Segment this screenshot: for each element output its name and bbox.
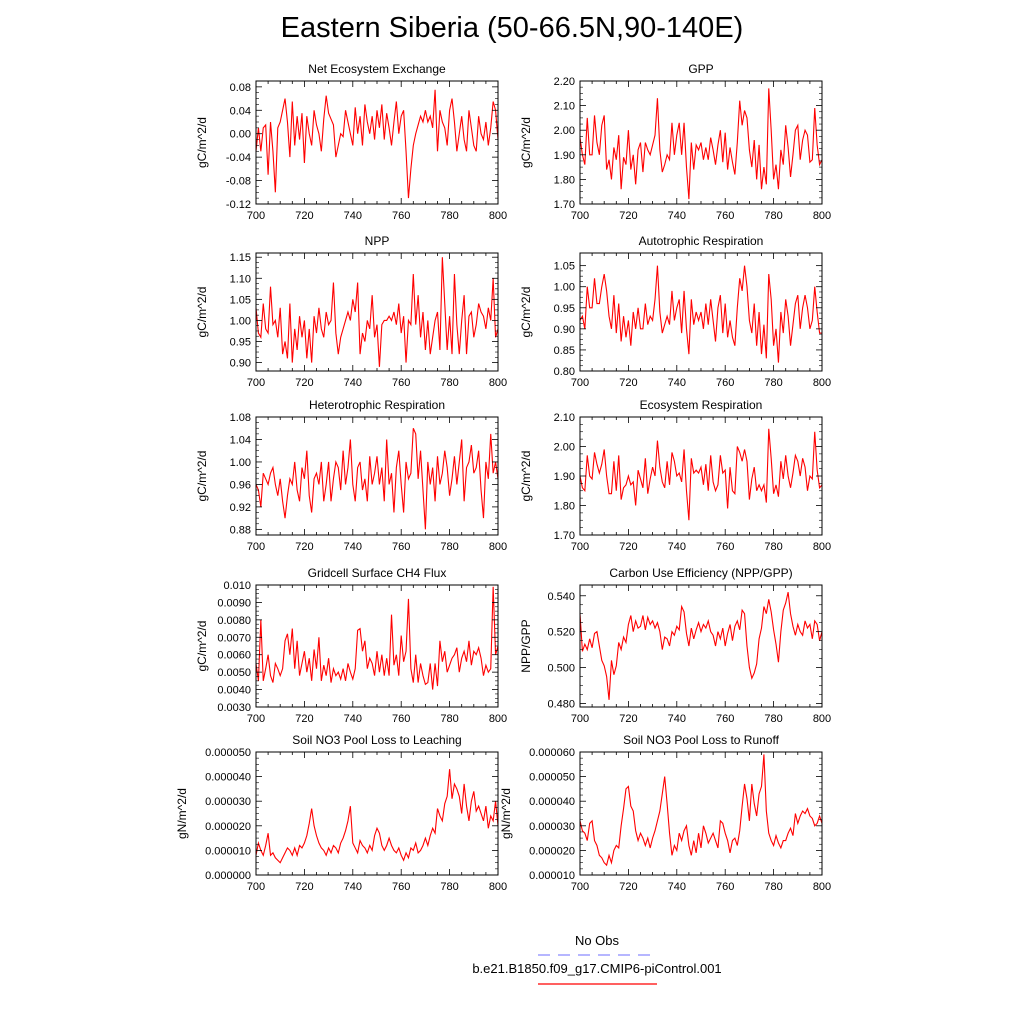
y-tick-label: 0.520 <box>547 626 575 639</box>
y-tick-label: 0.0050 <box>217 667 251 680</box>
series-line <box>256 90 498 198</box>
x-tick-label: 780 <box>440 881 459 893</box>
x-tick-label: 760 <box>392 210 411 222</box>
x-tick-label: 800 <box>812 541 832 553</box>
x-tick-label: 720 <box>295 541 314 553</box>
x-tick-label: 760 <box>392 377 411 389</box>
x-tick-label: 760 <box>716 541 735 553</box>
plot-frame <box>256 417 498 535</box>
x-tick-label: 780 <box>440 713 459 725</box>
x-tick-label: 780 <box>440 210 459 222</box>
y-tick-label: 2.10 <box>553 100 575 113</box>
y-axis-label: gC/m^2/d <box>195 620 209 672</box>
x-tick-label: 700 <box>570 881 590 893</box>
chart-panel-5 <box>519 398 831 553</box>
panel-title: NPP <box>364 234 390 248</box>
chart-panel-8 <box>175 733 507 893</box>
y-tick-label: 1.90 <box>553 149 575 162</box>
y-tick-label: 0.000000 <box>205 870 251 882</box>
x-tick-label: 720 <box>295 881 314 893</box>
y-tick-label: 1.15 <box>229 252 251 265</box>
y-axis-label: gN/m^2/d <box>175 788 189 839</box>
x-tick-label: 740 <box>343 541 362 553</box>
x-tick-label: 780 <box>440 541 459 553</box>
x-tick-label: 800 <box>488 377 508 389</box>
legend-label-picontrol: b.e21.B1850.f09_g17.CMIP6-piControl.001 <box>472 961 722 976</box>
plot-frame <box>256 585 498 707</box>
y-tick-label: 0.90 <box>229 357 251 370</box>
x-tick-label: 800 <box>812 713 832 725</box>
x-tick-label: 800 <box>812 881 832 893</box>
y-tick-label: 0.000050 <box>205 747 251 759</box>
y-tick-label: 1.70 <box>553 530 575 542</box>
series-line <box>580 592 822 700</box>
series-line <box>256 769 498 862</box>
panel-title: Gridcell Surface CH4 Flux <box>307 566 447 580</box>
x-tick-label: 800 <box>488 713 508 725</box>
y-tick-label: 1.80 <box>553 174 575 187</box>
y-tick-label: 0.000030 <box>529 820 575 833</box>
y-tick-label: 0.000030 <box>205 796 251 809</box>
x-tick-label: 760 <box>392 541 411 553</box>
y-tick-label: 0.000010 <box>529 870 575 882</box>
x-tick-label: 760 <box>392 713 411 725</box>
y-tick-label: 0.000050 <box>529 771 575 784</box>
x-tick-label: 720 <box>619 377 638 389</box>
y-tick-label: 0.0070 <box>217 632 251 645</box>
y-tick-label: 0.92 <box>229 501 251 514</box>
x-tick-label: 740 <box>343 377 362 389</box>
x-tick-label: 720 <box>295 377 314 389</box>
panel-title: Net Ecosystem Exchange <box>308 62 446 76</box>
y-tick-label: 0.0080 <box>217 614 251 627</box>
x-tick-label: 720 <box>619 210 638 222</box>
chart-panel-7 <box>519 566 831 725</box>
y-tick-label: 2.10 <box>553 412 575 424</box>
y-tick-label: 2.00 <box>553 125 575 138</box>
y-axis-label: NPP/GPP <box>519 619 533 673</box>
y-axis-label: gN/m^2/d <box>499 788 513 839</box>
chart-panel-9 <box>499 733 831 893</box>
y-tick-label: 0.500 <box>547 662 575 675</box>
y-tick-label: -0.08 <box>225 175 251 188</box>
y-tick-label: 0.000040 <box>529 796 575 809</box>
panel-title: Carbon Use Efficiency (NPP/GPP) <box>609 566 793 580</box>
y-tick-label: 0.010 <box>223 580 251 592</box>
x-tick-label: 700 <box>570 541 590 553</box>
chart-panel-1 <box>519 62 831 222</box>
chart-panel-3 <box>519 234 831 389</box>
y-tick-label: 1.05 <box>553 260 575 273</box>
x-tick-label: 740 <box>667 377 686 389</box>
y-tick-label: 2.20 <box>553 76 575 88</box>
y-tick-label: 0.80 <box>553 366 575 378</box>
x-tick-label: 780 <box>764 713 783 725</box>
x-tick-label: 740 <box>343 713 362 725</box>
y-axis-label: gC/m^2/d <box>195 117 209 168</box>
y-tick-label: 0.00 <box>229 128 251 141</box>
y-tick-label: 1.00 <box>553 281 575 294</box>
x-tick-label: 760 <box>716 881 735 893</box>
y-tick-label: 0.0090 <box>217 597 251 610</box>
y-tick-label: 1.00 <box>229 456 251 469</box>
x-tick-label: 800 <box>812 377 832 389</box>
x-tick-label: 720 <box>619 541 638 553</box>
chart-panel-6 <box>195 566 507 725</box>
y-tick-label: 0.0060 <box>217 649 251 662</box>
y-tick-label: 0.000020 <box>529 845 575 858</box>
x-tick-label: 740 <box>667 541 686 553</box>
plot-frame <box>580 417 822 535</box>
panel-title: Soil NO3 Pool Loss to Leaching <box>292 733 462 747</box>
y-tick-label: 1.90 <box>553 471 575 483</box>
plot-frame <box>580 752 822 875</box>
chart-panel-2 <box>195 234 507 389</box>
series-line <box>256 428 498 529</box>
panel-title: Soil NO3 Pool Loss to Runoff <box>623 733 779 747</box>
series-line <box>580 754 822 865</box>
y-tick-label: 2.00 <box>553 441 575 454</box>
legend-label-no-obs: No Obs <box>574 933 620 948</box>
panel-title: Ecosystem Respiration <box>639 398 763 412</box>
figure-title: Eastern Siberia (50-66.5N,90-140E) <box>280 12 744 44</box>
y-tick-label: 0.88 <box>229 524 251 537</box>
y-tick-label: 0.480 <box>547 698 575 711</box>
x-tick-label: 760 <box>716 713 735 725</box>
x-tick-label: 700 <box>570 210 590 222</box>
x-tick-label: 700 <box>246 210 266 222</box>
x-tick-label: 800 <box>488 210 508 222</box>
y-tick-label: 0.540 <box>547 590 575 603</box>
x-tick-label: 700 <box>246 541 266 553</box>
x-tick-label: 760 <box>392 881 411 893</box>
x-tick-label: 740 <box>667 881 686 893</box>
y-tick-label: 1.00 <box>229 315 251 328</box>
y-tick-label: 1.08 <box>229 412 251 424</box>
series-line <box>256 587 498 690</box>
y-axis-label: gC/m^2/d <box>195 450 209 502</box>
y-tick-label: 1.05 <box>229 294 251 307</box>
x-tick-label: 780 <box>764 541 783 553</box>
y-axis-label: gC/m^2/d <box>519 286 533 338</box>
y-tick-label: 1.10 <box>229 273 251 286</box>
y-tick-label: 0.85 <box>553 344 575 357</box>
panel-title: Autotrophic Respiration <box>638 234 764 248</box>
y-tick-label: 0.0030 <box>217 702 251 714</box>
y-axis-label: gC/m^2/d <box>519 117 533 168</box>
y-tick-label: 0.000010 <box>205 845 251 858</box>
x-tick-label: 740 <box>343 210 362 222</box>
x-tick-label: 780 <box>764 377 783 389</box>
panel-title: GPP <box>688 62 714 76</box>
series-line <box>580 88 822 199</box>
x-tick-label: 720 <box>619 881 638 893</box>
series-line <box>580 266 822 363</box>
x-tick-label: 780 <box>764 881 783 893</box>
y-tick-label: 0.08 <box>229 81 251 94</box>
y-tick-label: 1.04 <box>229 434 251 447</box>
x-tick-label: 700 <box>570 377 590 389</box>
x-tick-label: 780 <box>440 377 459 389</box>
x-tick-label: 720 <box>295 713 314 725</box>
x-tick-label: 780 <box>764 210 783 222</box>
x-tick-label: 720 <box>619 713 638 725</box>
x-tick-label: 720 <box>295 210 314 222</box>
x-tick-label: 760 <box>716 210 735 222</box>
x-tick-label: 800 <box>488 881 508 893</box>
x-tick-label: 760 <box>716 377 735 389</box>
y-tick-label: 0.000040 <box>205 771 251 784</box>
y-tick-label: 0.96 <box>229 479 251 492</box>
y-tick-label: 1.80 <box>553 500 575 513</box>
series-line <box>256 257 498 367</box>
y-axis-label: gC/m^2/d <box>519 450 533 502</box>
y-tick-label: 0.95 <box>553 302 575 315</box>
series-line <box>580 429 822 520</box>
chart-panel-0 <box>195 62 507 222</box>
y-tick-label: 0.000020 <box>205 820 251 833</box>
x-tick-label: 800 <box>812 210 832 222</box>
y-tick-label: 0.95 <box>229 336 251 349</box>
y-tick-label: 0.04 <box>229 105 251 118</box>
x-tick-label: 740 <box>343 881 362 893</box>
plot-frame <box>256 81 498 204</box>
y-tick-label: 0.90 <box>553 323 575 336</box>
y-tick-label: 1.70 <box>553 199 575 211</box>
x-tick-label: 700 <box>246 713 266 725</box>
x-tick-label: 700 <box>246 881 266 893</box>
y-axis-label: gC/m^2/d <box>195 286 209 338</box>
y-tick-label: -0.04 <box>225 152 251 165</box>
x-tick-label: 740 <box>667 713 686 725</box>
y-tick-label: -0.12 <box>225 199 251 211</box>
x-tick-label: 700 <box>570 713 590 725</box>
chart-panel-4 <box>195 398 507 553</box>
x-tick-label: 700 <box>246 377 266 389</box>
y-tick-label: 0.000060 <box>529 747 575 759</box>
x-tick-label: 740 <box>667 210 686 222</box>
panel-title: Heterotrophic Respiration <box>308 398 446 412</box>
x-tick-label: 800 <box>488 541 508 553</box>
y-tick-label: 0.0040 <box>217 684 251 697</box>
